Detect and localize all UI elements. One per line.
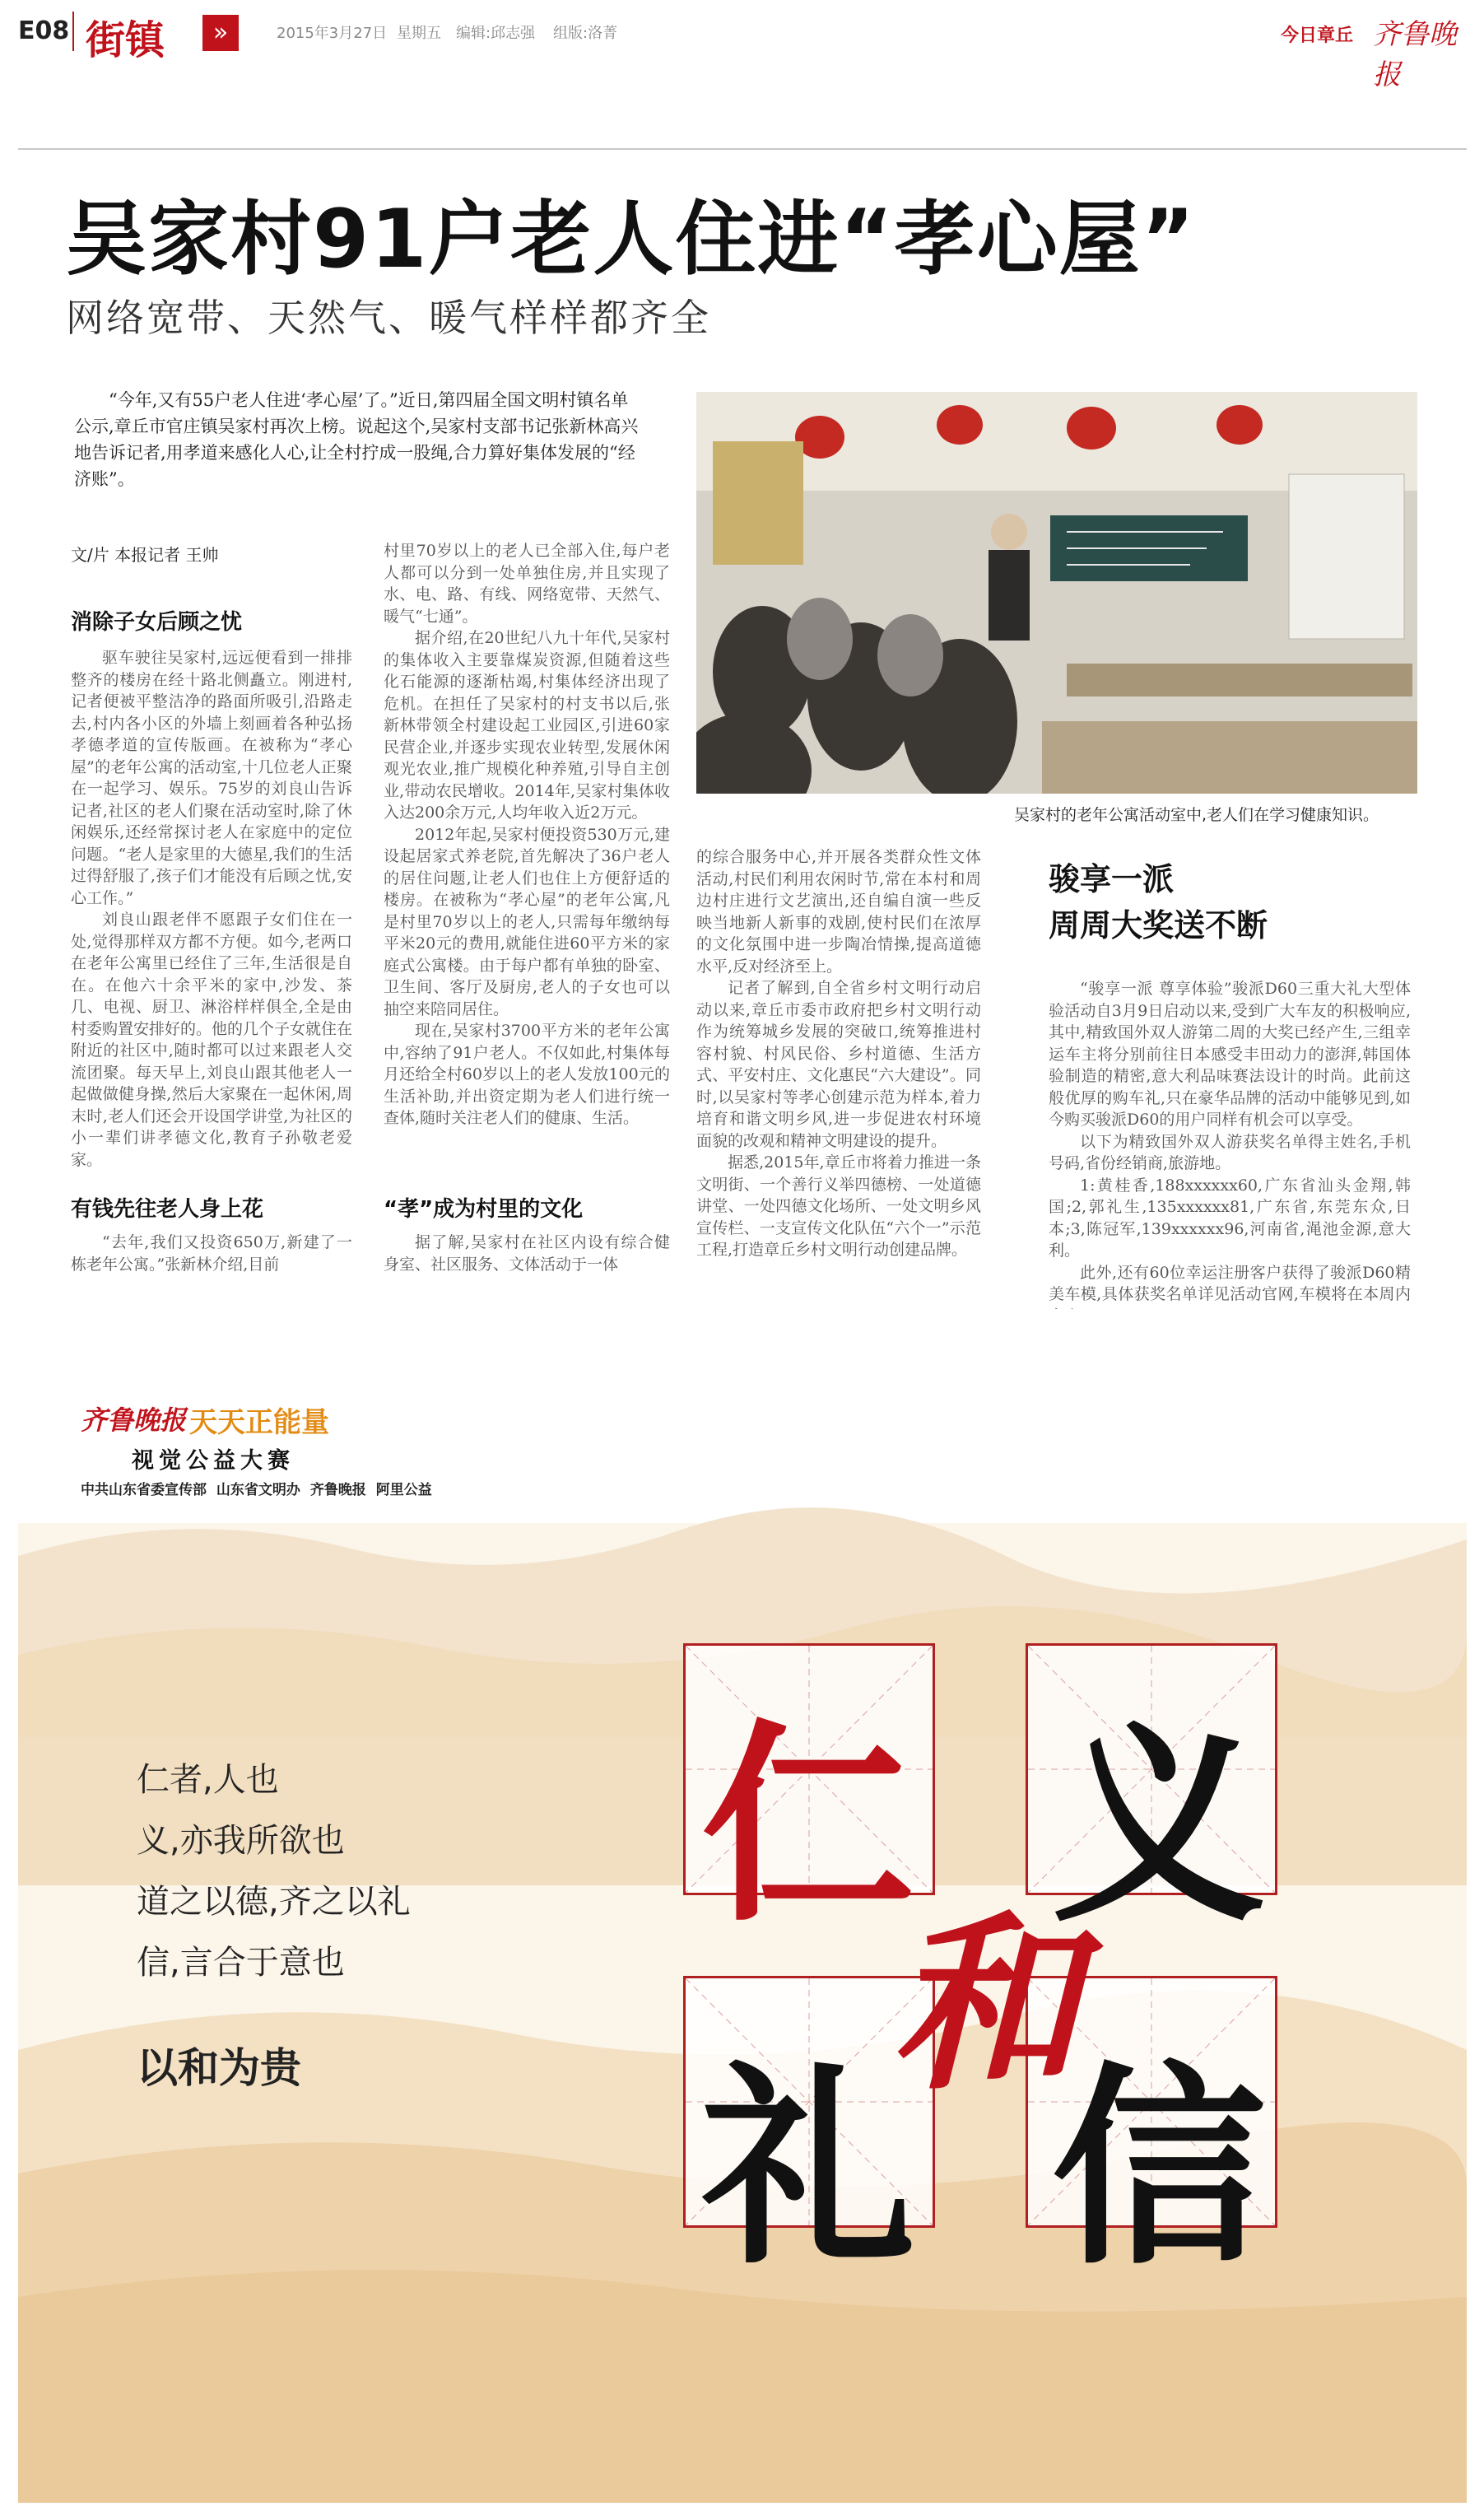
poem-line: 信,言合于意也	[137, 1944, 345, 1982]
classroom-photo-illustration	[696, 392, 1417, 794]
section-subtitle: “孝”成为村里的文化	[384, 1197, 584, 1222]
calligraphy-xin: 信	[1052, 2043, 1266, 2294]
paragraph: 刘良山跟老伴不愿跟子女们住在一处,觉得那样双方都不方便。如今,老两口在老年公寓里已经住了三年,生活很是自在。在他六十余平米的家中,沙发、茶几、电视、厨卫、淋浴样样俱全,全是由村委购置安排好的。他的几个子女就住在附近的社区中,随时都可以过来跟老人交流团聚。每天早上,刘良山跟其他老人一起做做健身操,然后大家聚在一起休闲,周末时,老人们还会开设国学讲堂,为社区的小一辈们讲孝德文化,教育子孙敬老爱家。	[71, 911, 353, 1169]
paragraph: 村里70岁以上的老人已全部入住,每户老人都可以分到一处单独住房,并且实现了水、电、路、有线、网络宽带、天然气、暖气“七通”。	[384, 542, 670, 626]
article-body-column-1-end	[71, 1232, 352, 1275]
article-photo	[696, 392, 1417, 794]
paragraph: 记者了解到,自全省乡村文明行动启动以来,章丘市委市政府把乡村文明行动作为统筹城乡发展的突破口,统筹推进村容村貌、村风民俗、乡村道德、生活方式、平安村庄、文化惠民“六大建设”。同时,以吴家村等孝心创建示范为样本,着力培育和谐文明乡风,进一步促进农村环境面貌的改观和精神文明建设的提升。	[696, 979, 981, 1150]
paragraph: 1:黄桂香,188xxxxxx60,广东省汕头金翔,韩国;2,郭礼生,135xxxxxx81,广东省,东莞东众,日本;3,陈冠军,139xxxxxx96,河南省,渑池金源,意大利。	[1049, 1176, 1411, 1260]
issue-weekday: 星期五	[397, 25, 441, 42]
section-subtitle: 有钱先往老人身上花	[71, 1197, 264, 1222]
paragraph: 2012年起,吴家村便投资530万元,建设起居家式养老院,首先解决了36户老人的居住问题,让老人们也住上方便舒适的楼房。在被称为“孝心屋”的老年公寓,凡是村里70岁以上的老人,只需每年缴纳每平米20元的费用,就能住进60平方米的家庭式公寓楼。由于每户都有单独的卧室、卫生间、客厅及厨房,老人的子女也可以抽空来陪同居住。	[384, 825, 670, 1018]
calligraphy-li: 礼	[701, 2043, 915, 2294]
article-body-column-1	[71, 647, 352, 1171]
newspaper-logo: 齐鲁晚报	[1373, 18, 1457, 91]
article-body-column-2	[384, 540, 670, 1130]
paragraph: 据悉,2015年,章丘市将着力推进一条文明街、一个善行义举四德榜、一处道德讲堂、一处四德文化场所、一处文明乡风宣传栏、一支宣传文化队伍“六个一”示范工程,打造章丘乡村文明行动创建品牌。	[696, 1153, 981, 1259]
ad-brand-logo: 齐鲁晚报	[81, 1405, 187, 1436]
editor-credit: 编辑:邱志强	[456, 25, 536, 42]
byline: 文/片 本报记者 王帅	[71, 545, 219, 565]
promo-body	[1049, 978, 1411, 1327]
paragraph: “骏享一派 尊享体验”骏派D60三重大礼大型体验活动自3月9日启动以来,受到广大车友的积极响应,其中,精致国外双人游第二周的大奖已经产生,三组幸运车主将分别前往日本感受丰田动力的澎湃,韩国体验制造的精密,意大利品味赛法设计的时尚。此前这般优厚的购车礼,只在豪华品牌的活动中能够见到,如今购买骏派D60的用户同样有机会可以享受。	[1049, 980, 1411, 1129]
promo-title-line: 骏享一派	[1049, 861, 1175, 897]
poem-line: 义,亦我所欲也	[137, 1822, 345, 1860]
photo-caption: 吴家村的老年公寓活动室中,老人们在学习健康知识。	[1014, 806, 1379, 824]
issue-date: 2015年3月27日	[277, 25, 388, 42]
section-title: 街镇	[86, 17, 165, 63]
article-lead: “今年,又有55户老人住进‘孝心屋’了。”近日,第四届全国文明村镇名单公示,章丘市官庄镇吴家村再次上榜。说起这个,吴家村支部书记张新林高兴地告诉记者,用孝道来感化人心,让全村拧成一股绳,合力算好集体发展的“经济账”。	[74, 390, 639, 489]
header-rule	[18, 148, 1467, 150]
paragraph: 据介绍,在20世纪八九十年代,吴家村的集体收入主要靠煤炭资源,但随着这些化石能源的逐渐枯竭,村集体经济出现了危机。在担任了吴家村的村支书以后,张新林带领全村建设起工业园区,引进60家民营企业,并逐步实现农业转型,发展休闲观光农业,推广规模化种养殖,引导自主创业,带动农民增收。2014年,吴家村集体收入达200余万元,人均年收入近2万元。	[384, 629, 670, 822]
section-arrow-icon: »	[202, 15, 239, 51]
poem-line: 仁者,人也	[137, 1761, 279, 1799]
calligraphy-ren: 仁	[701, 1700, 915, 1951]
article-subheadline: 网络宽带、天然气、暖气样样都齐全	[66, 296, 711, 340]
column-tag: 今日章丘	[1281, 26, 1354, 46]
paragraph: 以下为精致国外双人游获奖名单得主姓名,手机号码,省份经销商,旅游地。	[1049, 1132, 1411, 1172]
section-subtitle: 消除子女后顾之忧	[71, 610, 243, 635]
page-number: E08	[18, 16, 70, 45]
article-body-column-2-end	[384, 1232, 670, 1275]
calligraphy-he: 和	[891, 1894, 1080, 2116]
paragraph: 的综合服务中心,并开展各类群众性文体活动,村民们利用农闲时节,常在本村和周边村庄进行文艺演出,还自编自演一些反映当地新人新事的戏剧,使村民们在浓厚的文化氛围中进一步陶冶情操,提高道德水平,反对经济至上。	[696, 848, 981, 976]
paragraph: “去年,我们又投资650万,新建了一栋老年公寓。”张新林介绍,目前	[71, 1233, 352, 1274]
ad-contest-title: 视觉公益大赛	[132, 1448, 295, 1474]
promo-title	[1049, 856, 1268, 948]
paragraph: 此外,还有60位幸运注册客户获得了骏派D60精美车模,具体获奖名单详见活动官网,车模将在本周内	[1049, 1263, 1411, 1303]
article-headline: 吴家村91户老人住进“孝心屋”	[66, 193, 1197, 287]
article-body-column-3	[696, 846, 981, 1261]
promo-title-line: 周周大奖送不断	[1049, 907, 1268, 943]
paragraph: 现在,吴家村3700平方米的老年公寓中,容纳了91户老人。不仅如此,村集体每月还给全村60岁以上的老人发放100元的生活补助,并出资定期为老人们进行统一查体,随时关注老人们的健康、生活。	[384, 1022, 670, 1127]
paragraph: 驱车驶往吴家村,远远便看到一排排整齐的楼房在经十路北侧矗立。刚进村,记者便被平整洁净的路面所吸引,沿路走去,村内各小区的外墙上刻画着各种弘扬孝德孝道的宣传版画。在被称为“孝心屋”的老年公寓的活动室,十几位老人正聚在一起学习、娱乐。75岁的刘良山告诉记者,社区的老人们聚在活动室时,除了休闲娱乐,还经常探讨老人在家庭中的定位问题。“老人是家里的大德星,我们的生活过得舒服了,孩子们才能没有后顾之忧,安心工作。”	[71, 649, 352, 907]
poem-line: 道之以德,齐之以礼	[137, 1883, 411, 1921]
calligraphy-yi: 义	[1052, 1700, 1266, 1951]
ad-organizers: 中共山东省委宣传部 山东省文明办 齐鲁晚报 阿里公益	[81, 1482, 432, 1498]
layout-credit: 组版:洛菁	[553, 25, 618, 42]
poem-slogan: 以和为贵	[137, 2044, 301, 2092]
paragraph: 据了解,吴家村在社区内设有综合健身室、社区服务、文体活动于一体	[384, 1233, 670, 1274]
ad-campaign-logo: 天天正能量	[189, 1406, 329, 1439]
header-divider	[72, 12, 74, 51]
